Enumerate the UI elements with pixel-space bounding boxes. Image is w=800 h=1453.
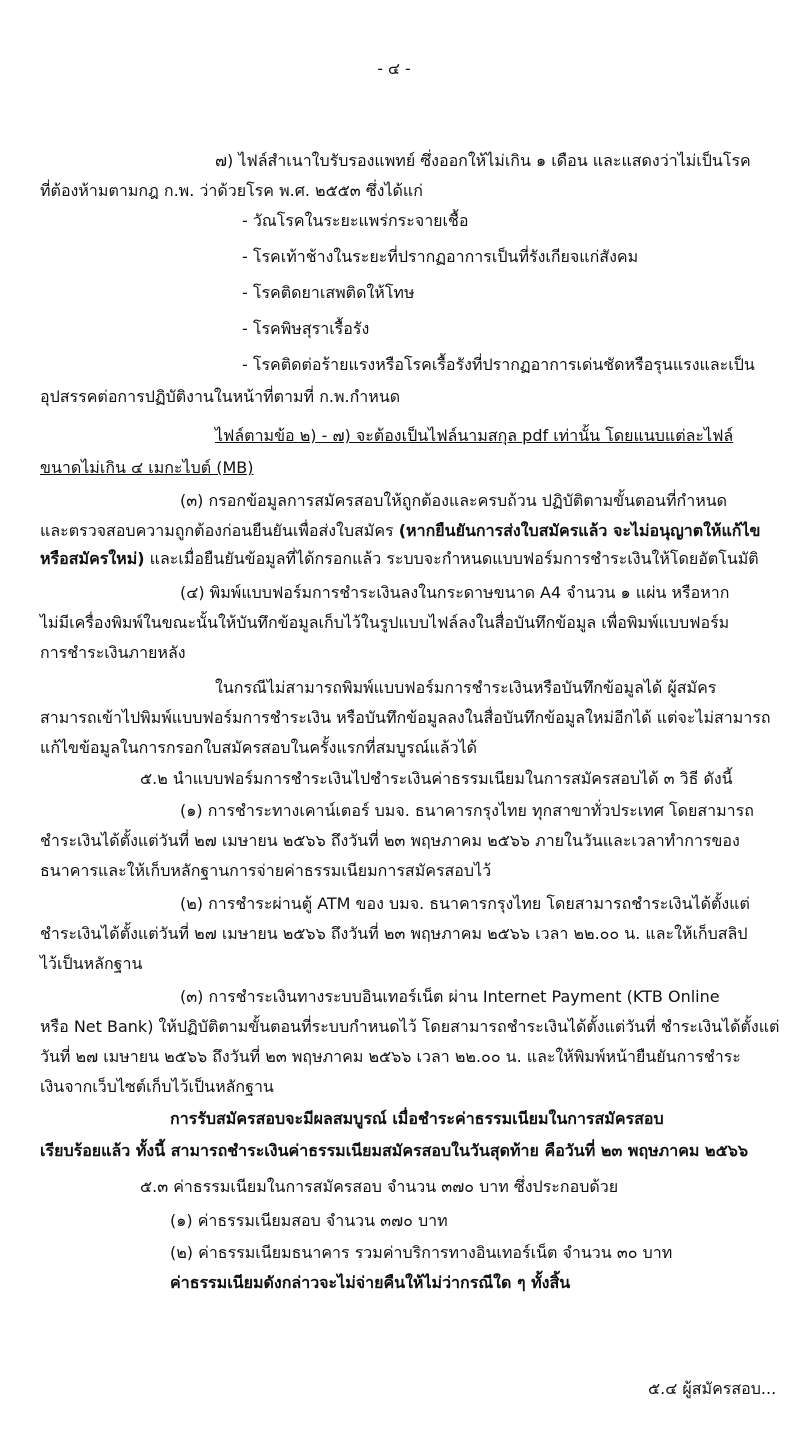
item3-line3: [40, 548, 759, 570]
item3-line2-text: และตรวจสอบความถูกต้องก่อนยืนยันเพื่อส่งใบสมัคร: [40, 521, 399, 540]
method3-line2: หรือ Net Bank) ให้ปฏิบัติตามขั้นตอนที่ระบบกำหนดไว้ โดยสามารถชำระเงินได้ตั้งแต่วันที่ ชำระเงินได้ตั้งแต่: [40, 1017, 780, 1036]
item4-line3: การชำระเงินภายหลัง: [40, 643, 186, 662]
file-note-line2: ขนาดไม่เกิน ๔ เมกะไบต์ (MB): [40, 458, 254, 477]
item3-line3-text: และเมื่อยืนยันข้อมูลที่ได้กรอกแล้ว ระบบจะกำหนดแบบฟอร์มการชำระเงินให้โดยอัตโนมัติ: [144, 549, 759, 568]
no-refund-note: ค่าธรรมเนียมดังกล่าวจะไม่จ่ายคืนให้ไม่ว่ากรณีใด ๆ ทั้งสิ้น: [170, 1273, 571, 1292]
disease-item: - วัณโรคในระยะแพร่กระจายเชื้อ: [242, 211, 469, 230]
file-note-line1: ไฟล์ตามข้อ ๒) - ๗) จะต้องเป็นไฟล์นามสกุล pdf เท่านั้น โดยแนบแต่ละไฟล์: [215, 426, 734, 445]
item3-line1: (๓) กรอกข้อมูลการสมัครสอบให้ถูกต้องและครบถ้วน ปฏิบัติตามขั้นตอนที่กำหนด: [180, 491, 728, 510]
disease-item: - โรคติดต่อร้ายแรงหรือโรคเรื้อรังที่ปรากฏอาการเด่นชัดหรือรุนแรงและเป็น: [242, 355, 755, 374]
sec52-heading: ๕.๒ นำแบบฟอร์มการชำระเงินไปชำระเงินค่าธรรมเนียมในการสมัครสอบได้ ๓ วิธี ดังนี้: [140, 769, 733, 788]
method3-line4: เงินจากเว็บไซต์เก็บไว้เป็นหลักฐาน: [40, 1077, 274, 1096]
method1-line1: (๑) การชำระทางเคาน์เตอร์ บมจ. ธนาคารกรุงไทย ทุกสาขาทั่วประเทศ โดยสามารถ: [180, 801, 754, 820]
disease-item: - โรคเท้าช้างในระยะที่ปรากฏอาการเป็นที่รังเกียจแก่สังคม: [242, 247, 639, 266]
sec7-line1: ๗) ไฟล์สำเนาใบรับรองแพทย์ ซึ่งออกให้ไม่เกิน ๑ เดือน และแสดงว่าไม่เป็นโรค: [215, 151, 751, 170]
cannot-print-line3: แก้ไขข้อมูลในการกรอกใบสมัครสอบในครั้งแรกที่สมบูรณ์แล้วได้: [40, 738, 478, 757]
method3-line3: วันที่ ๒๗ เมษายน ๒๕๖๖ ถึงวันที่ ๒๓ พฤษภาคม ๒๕๖๖ เวลา ๒๒.๐๐ น. และให้พิมพ์หน้ายืนยันการชำระ: [40, 1047, 741, 1066]
item4-line1: (๔) พิมพ์แบบฟอร์มการชำระเงินลงในกระดาษขนาด A4 จำนวน ๑ แผ่น หรือหาก: [180, 583, 730, 602]
page-number: - ๔ -: [377, 59, 411, 78]
method2-line3: ไว้เป็นหลักฐาน: [40, 954, 143, 973]
item4-line2: ไม่มีเครื่องพิมพ์ในขณะนั้นให้บันทึกข้อมูลเก็บไว้ในรูปแบบไฟล์ลงในสื่อบันทึกข้อมูล เพื่อพิมพ์แบบฟอร์ม: [40, 613, 730, 632]
disease-item: - โรคติดยาเสพติดให้โทษ: [242, 283, 415, 302]
method1-line3: ธนาคารและให้เก็บหลักฐานการจ่ายค่าธรรมเนียมการสมัครสอบไว้: [40, 861, 492, 880]
item3-line3-bold: หรือสมัครใหม่): [40, 549, 145, 568]
cannot-print-line1: ในกรณีไม่สามารถพิมพ์แบบฟอร์มการชำระเงินหรือบันทึกข้อมูลได้ ผู้สมัคร: [215, 678, 717, 697]
disease-item: - โรคพิษสุราเรื้อรัง: [242, 319, 370, 338]
fee-item: (๒) ค่าธรรมเนียมธนาคาร รวมค่าบริการทางอินเทอร์เน็ต จำนวน ๓๐ บาท: [170, 1243, 673, 1262]
complete-line2: เรียบร้อยแล้ว ทั้งนี้ สามารถชำระเงินค่าธรรมเนียมสมัครสอบในวันสุดท้าย คือวันที่ ๒๓ พฤษภาคม ๒๕๖๖: [40, 1141, 748, 1160]
item3-line2: [40, 520, 760, 542]
method3-line1: (๓) การชำระเงินทางระบบอินเทอร์เน็ต ผ่าน Internet Payment (KTB Online: [180, 987, 720, 1006]
method1-line2: ชำระเงินได้ตั้งแต่วันที่ ๒๗ เมษายน ๒๕๖๖ ถึงวันที่ ๒๓ พฤษภาคม ๒๕๖๖ ภายในวันและเวลาทำการของ: [40, 831, 740, 850]
disease-cont: อุปสรรคต่อการปฏิบัติงานในหน้าที่ตามที่ ก.พ.กำหนด: [40, 387, 401, 406]
sec7-line2: ที่ต้องห้ามตามกฎ ก.พ. ว่าด้วยโรค พ.ศ. ๒๕๕๓ ซึ่งได้แก่: [40, 181, 423, 200]
fee-item: (๑) ค่าธรรมเนียมสอบ จำนวน ๓๗๐ บาท: [170, 1211, 448, 1230]
page-footer: ๕.๔ ผู้สมัครสอบ...: [648, 1379, 777, 1398]
item3-line2-bold: (หากยืนยันการส่งใบสมัครแล้ว จะไม่อนุญาตให้แก้ไข: [398, 521, 761, 540]
cannot-print-line2: สามารถเข้าไปพิมพ์แบบฟอร์มการชำระเงิน หรือบันทึกข้อมูลลงในสื่อบันทึกข้อมูลใหม่อีกได้ แต่จะไม่สามารถ: [40, 708, 771, 727]
method2-line2: ชำระเงินได้ตั้งแต่วันที่ ๒๗ เมษายน ๒๕๖๖ ถึงวันที่ ๒๓ พฤษภาคม ๒๕๖๖ เวลา ๒๒.๐๐ น. และให้เก็บสลิป: [40, 924, 748, 943]
sec53-heading: ๕.๓ ค่าธรรมเนียมในการสมัครสอบ จำนวน ๓๗๐ บาท ซึ่งประกอบด้วย: [140, 1177, 619, 1196]
method2-line1: (๒) การชำระผ่านตู้ ATM ของ บมจ. ธนาคารกรุงไทย โดยสามารถชำระเงินได้ตั้งแต่: [180, 894, 750, 913]
complete-line1: การรับสมัครสอบจะมีผลสมบูรณ์ เมื่อชำระค่าธรรมเนียมในการสมัครสอบ: [170, 1109, 664, 1128]
